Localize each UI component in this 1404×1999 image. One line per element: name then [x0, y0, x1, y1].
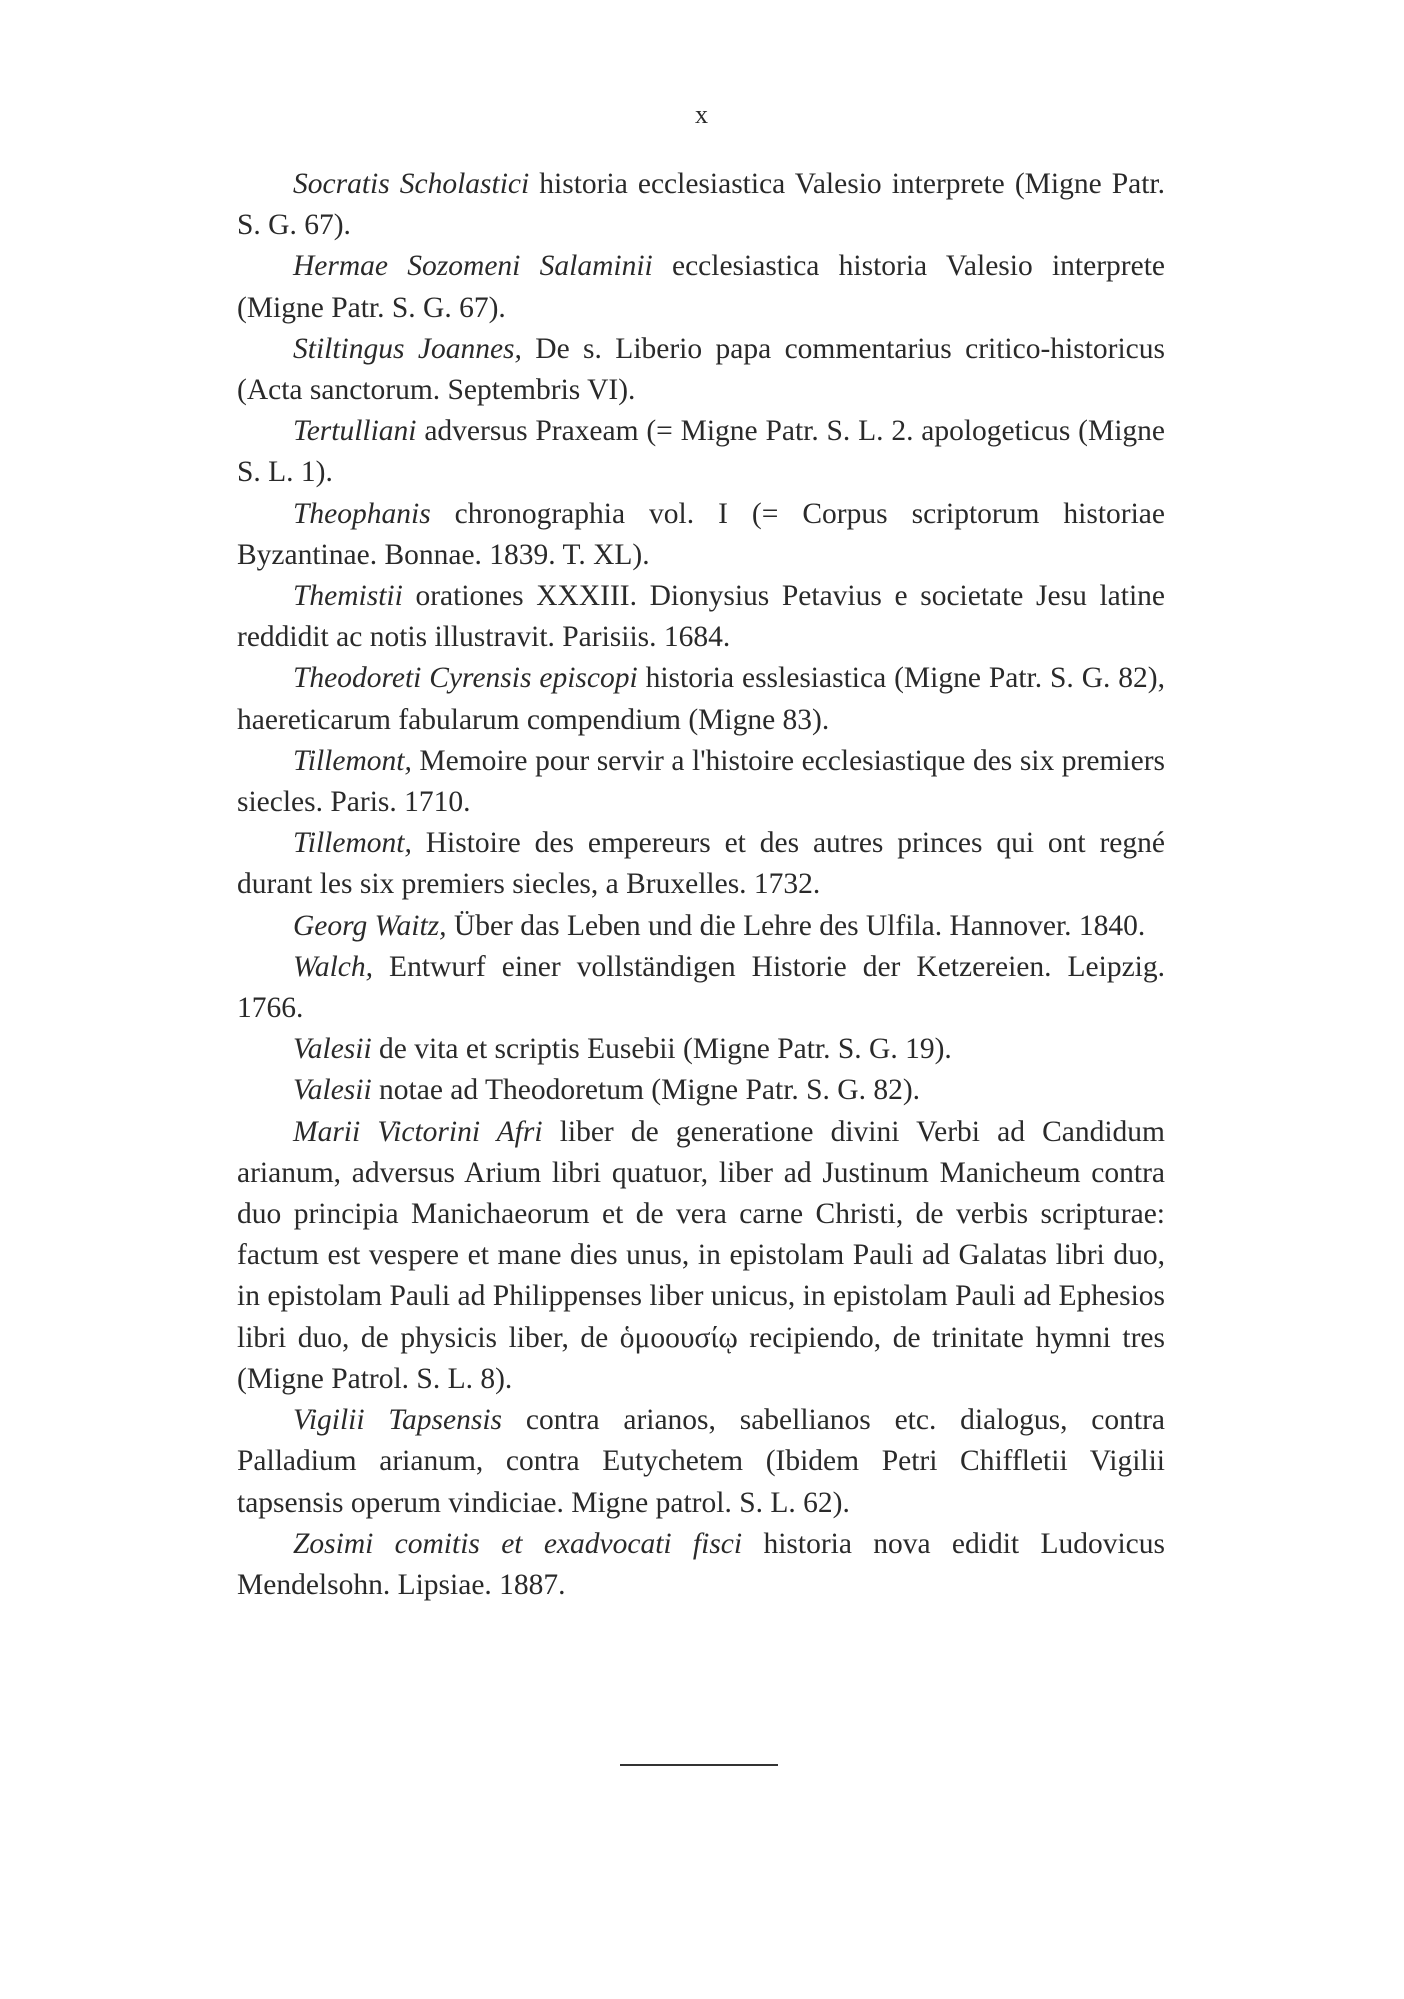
- entry-text: Histoire des empereurs et des autres princes qui ont regné durant les six premiers siecles, a Bruxelles. 1732.: [237, 827, 1165, 901]
- entry-text: notae ad Theodoretum (Migne Patr. S. G. 82).: [371, 1074, 921, 1107]
- bibliography-entry: [237, 329, 1165, 411]
- entry-text: historia ecclesiastica Valesio interprete (Migne Patr. S. G. 67).: [237, 168, 1165, 242]
- bibliography-entry: [237, 494, 1165, 576]
- bibliography-entry: [237, 1112, 1165, 1400]
- entry-author: Theophanis: [293, 497, 431, 530]
- entry-text: adversus Praxeam (= Migne Patr. S. L. 2. apologeticus (Migne S. L. 1).: [237, 415, 1165, 489]
- entry-author: Themistii: [293, 580, 403, 613]
- entry-author: Zosimi comitis et exadvocati fisci: [293, 1527, 743, 1560]
- bibliography-entry: [237, 164, 1165, 246]
- entry-author: Socratis Scholastici: [293, 168, 530, 200]
- page-number: x: [695, 100, 709, 129]
- entry-author: Tillemont,: [293, 744, 412, 777]
- bibliography-list: [237, 164, 1165, 1606]
- entry-text: orationes XXXIII. Dionysius Petavius e societate Jesu latine reddidit ac notis illustravit. Parisiis. 1684.: [237, 580, 1165, 654]
- entry-text: contra arianos, sabellianos etc. dialogus, contra Palladium arianum, contra Eutychetem (Ibidem Petri Chiffletii Vigilii tapsensis operum vindiciae. Migne patrol. S. L. 62).: [237, 1404, 1165, 1519]
- entry-author: Valesii: [293, 1074, 372, 1107]
- bibliography-entry: [237, 576, 1165, 658]
- entry-author: Vigilii Tapsensis: [293, 1404, 503, 1437]
- bibliography-entry: [237, 947, 1165, 1029]
- entry-text: De s. Liberio papa commentarius critico-historicus (Acta sanctorum. Septembris VI).: [237, 332, 1165, 407]
- bibliography-entry: [237, 1070, 1165, 1111]
- entry-author: Marii Victorini Afri: [293, 1115, 543, 1148]
- entry-text: chronographia vol. I (= Corpus scriptorum historiae Byzantinae. Bonnae. 1839. T. XL).: [237, 497, 1165, 571]
- bibliography-entry: [237, 246, 1165, 328]
- entry-author: Tillemont,: [293, 827, 412, 860]
- entry-text: historia esslesiastica (Migne Patr. S. G. 82), haereticarum fabularum compendium (Migne 83).: [237, 662, 1165, 736]
- entry-author: Georg Waitz,: [293, 909, 447, 942]
- entry-text: Entwurf einer vollständigen Historie der Ketzereien. Leipzig. 1766.: [237, 950, 1165, 1025]
- entry-author: Walch,: [293, 950, 374, 983]
- bibliography-entry: [237, 823, 1165, 905]
- entry-text: Memoire pour servir a l'histoire ecclesiastique des six premiers siecles. Paris. 1710.: [237, 744, 1165, 819]
- entry-author: Hermae Sozomeni Salaminii: [293, 250, 653, 283]
- entry-author: Theodoreti Cyrensis episcopi: [293, 662, 638, 695]
- bibliography-entry: [237, 1029, 1165, 1070]
- entry-author: Valesii: [293, 1033, 372, 1066]
- bibliography-entry: [237, 906, 1165, 947]
- bibliography-entry: [237, 658, 1165, 740]
- entry-author: Stiltingus Joannes,: [293, 332, 522, 365]
- bibliography-entry: [237, 411, 1165, 493]
- bibliography-entry: [237, 1400, 1165, 1524]
- entry-text: liber de generatione divini Verbi ad Candidum arianum, adversus Arium libri quatuor, liber ad Justinum Manicheum contra duo principia Manichaeorum et de vera carne Christi, de verbis scripturae: factum est vespere et mane dies unus, in epistolam Pauli ad Galatas libri duo, in epistolam Pauli ad Philippenses liber unicus, in epistolam Pauli ad Ephesios libri duo, de physicis liber, de ὁμοουσίῳ recipiendo, de trinitate hymni tres (Migne Patrol. S. L. 8).: [237, 1115, 1166, 1395]
- entry-text: de vita et scriptis Eusebii (Migne Patr. S. G. 19).: [371, 1033, 952, 1066]
- entry-text: historia nova edidit Ludovicus Mendelsohn. Lipsiae. 1887.: [237, 1527, 1165, 1601]
- entry-text: Über das Leben und die Lehre des Ulfila. Hannover. 1840.: [446, 909, 1146, 942]
- entry-author: Tertulliani: [293, 415, 417, 448]
- bibliography-entry: [237, 741, 1165, 823]
- entry-text: ecclesiastica historia Valesio interprete (Migne Patr. S. G. 67).: [237, 250, 1165, 324]
- bibliography-entry: [237, 1524, 1165, 1606]
- end-rule: [620, 1764, 778, 1766]
